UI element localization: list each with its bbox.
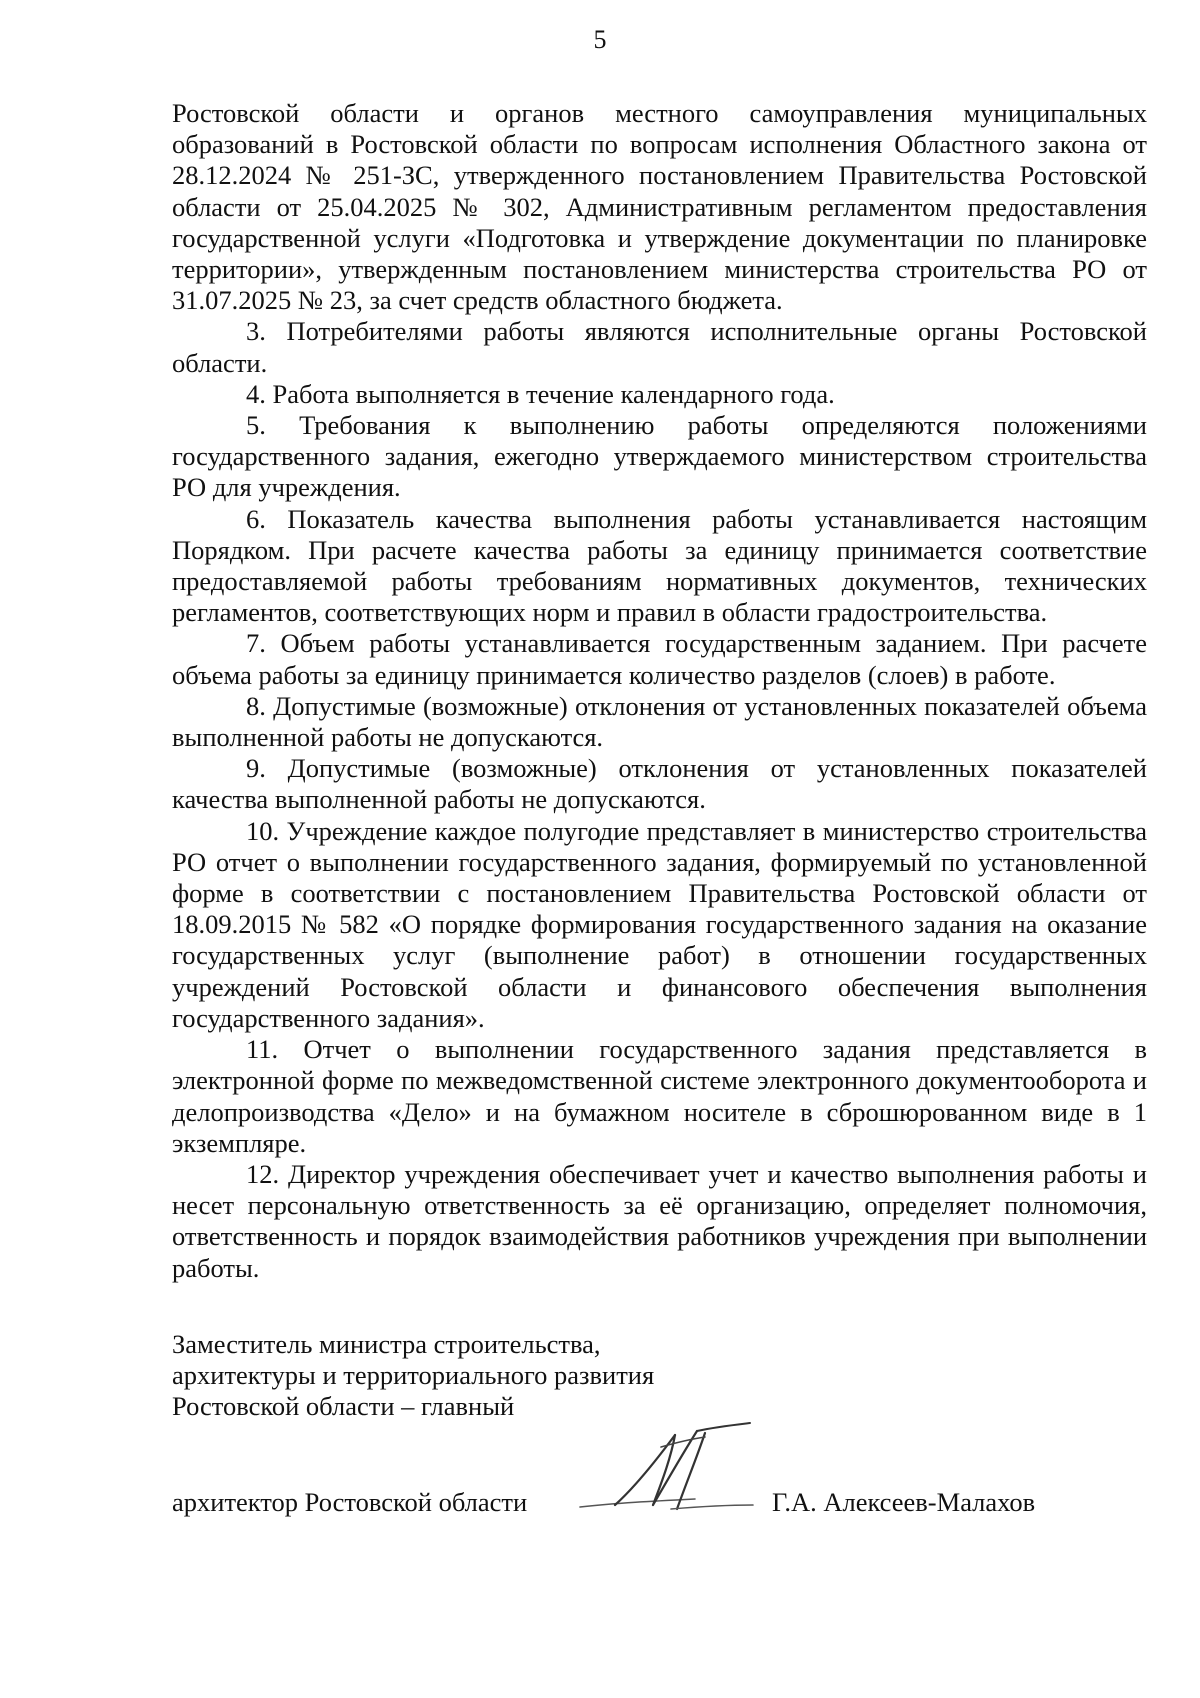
paragraph-item-9: 9. Допустимые (возможные) отклонения от установленных показателей качества выполненной работы не допускаются. [172,753,1147,815]
signatory-title [172,1329,1147,1423]
handwritten-signature [575,1417,755,1517]
signatory-name: Г.А. Алексеев-Малахов [772,1487,1036,1517]
paragraph-item-10: 10. Учреждение каждое полугодие представляет в министерство строительства РО отчет о выполнении государственного задания, формируемый по установленной форме в соответствии с постановлением Правительства Ростовской области от 18.09.2015 № 582 «О порядке формирования государственного задания на оказание государственных услуг (выполнение работ) в отношении государственных учреждений Ростовской области и финансового обеспечения выполнения государственного задания». [172,815,1147,1033]
signatory-title-last-line: архитектор Ростовской области [172,1487,528,1517]
signatory-title-line-3: Ростовской области – главный [172,1391,515,1422]
document-body [172,98,1147,1284]
paragraph-item-12: 12. Директор учреждения обеспечивает учет и качество выполнения работы и несет персональную ответственность за её организацию, определяет полномочия, ответственность и порядок взаимодействия работников учреждения при выполнении работы. [172,1158,1147,1283]
paragraph-item-11: 11. Отчет о выполнении государственного задания представляется в электронной форме по межведомственной системе электронного документооборота и делопроизводства «Дело» и на бумажном носителе в сброшюрованном виде в 1 экземпляре. [172,1034,1147,1158]
signatory-title-line-2: архитектуры и территориального развития [172,1360,655,1391]
paragraph-item-5: 5. Требования к выполнению работы определяются положениями государственного задания, ежегодно утверждаемого министерством строительства РО для учреждения. [172,410,1147,503]
paragraph-item-7: 7. Объем работы устанавливается государственным заданием. При расчете объема работы за единицу принимается количество разделов (слоев) в работе. [172,628,1147,690]
signature-row [172,1475,1147,1535]
paragraph-item-4: 4. Работа выполняется в течение календарного года. [246,378,835,409]
paragraph-continuation: Ростовской области и органов местного самоуправления муниципальных образований в Ростовской области по вопросам исполнения Областного закона от 28.12.2024 № 251-ЗС, утвержденного постановлением Правительства Ростовской области от 25.04.2025 № 302, Административным регламентом предоставления государственной услуги «Подготовка и утверждение документации по планировке территории», утвержденным постановлением министерства строительства РО от 31.07.2025 № 23, за счет средств областного бюджета. [172,98,1147,316]
signatory-title-line-1: Заместитель министра строительства, [172,1329,601,1359]
paragraph-item-8: 8. Допустимые (возможные) отклонения от установленных показателей объема выполненной работы не допускаются. [172,690,1147,753]
paragraph-item-6: 6. Показатель качества выполнения работы устанавливается настоящим Порядком. При расчете качества работы за единицу принимается соответствие предоставляемой работы требованиям нормативных документов, технических регламентов, соответствующих норм и правил в области градостроительства. [172,503,1147,628]
paragraph-item-3: 3. Потребителями работы являются исполнительные органы Ростовской области. [172,316,1147,378]
page-number: 5 [593,25,607,54]
